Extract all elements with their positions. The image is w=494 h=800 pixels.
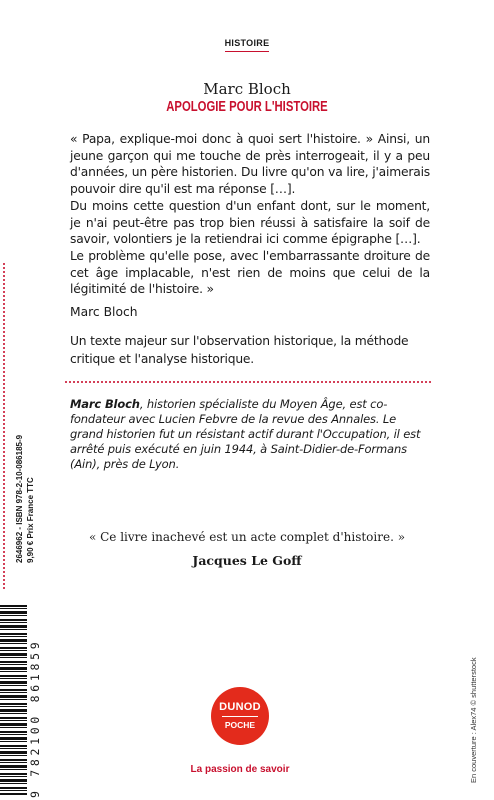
author-bio (70, 397, 432, 472)
publisher-slogan: La passion de savoir (190, 764, 290, 775)
logo-rule (222, 716, 258, 717)
series-label (0, 38, 494, 52)
epigraph-quote (70, 131, 430, 298)
review-quote: « Ce livre inachevé est un acte complet d'histoire. » (88, 530, 406, 544)
quote-signature: Marc Bloch (70, 305, 138, 319)
publisher-brand: DUNOD (219, 701, 261, 713)
dotted-side-rule (3, 262, 5, 590)
dotted-divider (64, 381, 432, 383)
publisher-collection: POCHE (224, 720, 256, 730)
publisher-logo (211, 687, 269, 745)
isbn-text: 2646962 - ISBN 978-2-10-086185-9 (15, 434, 24, 563)
quote-paragraph: « Papa, explique-moi donc à quoi sert l'histoire. » Ainsi, un jeune garçon qui me touche de près interrogeait, il y a peu d'années, un père historien. Du livre qu'on va lire, j'aimerais pouvoir dire qu'il est ma réponse […]. (70, 132, 430, 197)
price-text: 9,90 € Prix France TTC (26, 477, 35, 563)
isbn-price-block (14, 263, 38, 563)
quote-paragraph: Du moins cette question d'un enfant dont, sur le moment, je n'ai peut-être pas trop bien réussi à satisfaire la soif de savoir, volontiers je la retiendrai ici comme épigraphe […]. (70, 198, 430, 247)
series-label-text: HISTOIRE (225, 38, 270, 52)
book-description: Un texte majeur sur l'observation historique, la méthode critique et l'analyse historique. (70, 334, 409, 366)
book-title: APOLOGIE POUR L'HISTOIRE (166, 99, 328, 115)
quote-paragraph: Le problème qu'elle pose, avec l'embarrassante droiture de cet âge implacable, n'est rien de moins que celui de la légitimité de l'histoire. » (70, 248, 430, 297)
reviewer-name: Jacques Le Goff (192, 553, 302, 568)
photo-credit: En couverture : Alex74 © shutterstock (469, 657, 478, 783)
author-name: Marc Bloch (203, 80, 291, 98)
bio-text: , historien spécialiste du Moyen Âge, est co-fondateur avec Lucien Febvre de la revue des Annales. Le grand historien fut un résistant actif durant l'Occupation, il est arrêté puis exécuté en juin 1944, à Saint-Didier-de-Formans (Ain), près de Lyon. (70, 397, 421, 471)
barcode-number: 9 782100 861859 (28, 638, 42, 798)
bio-author-name: Marc Bloch (70, 397, 140, 411)
